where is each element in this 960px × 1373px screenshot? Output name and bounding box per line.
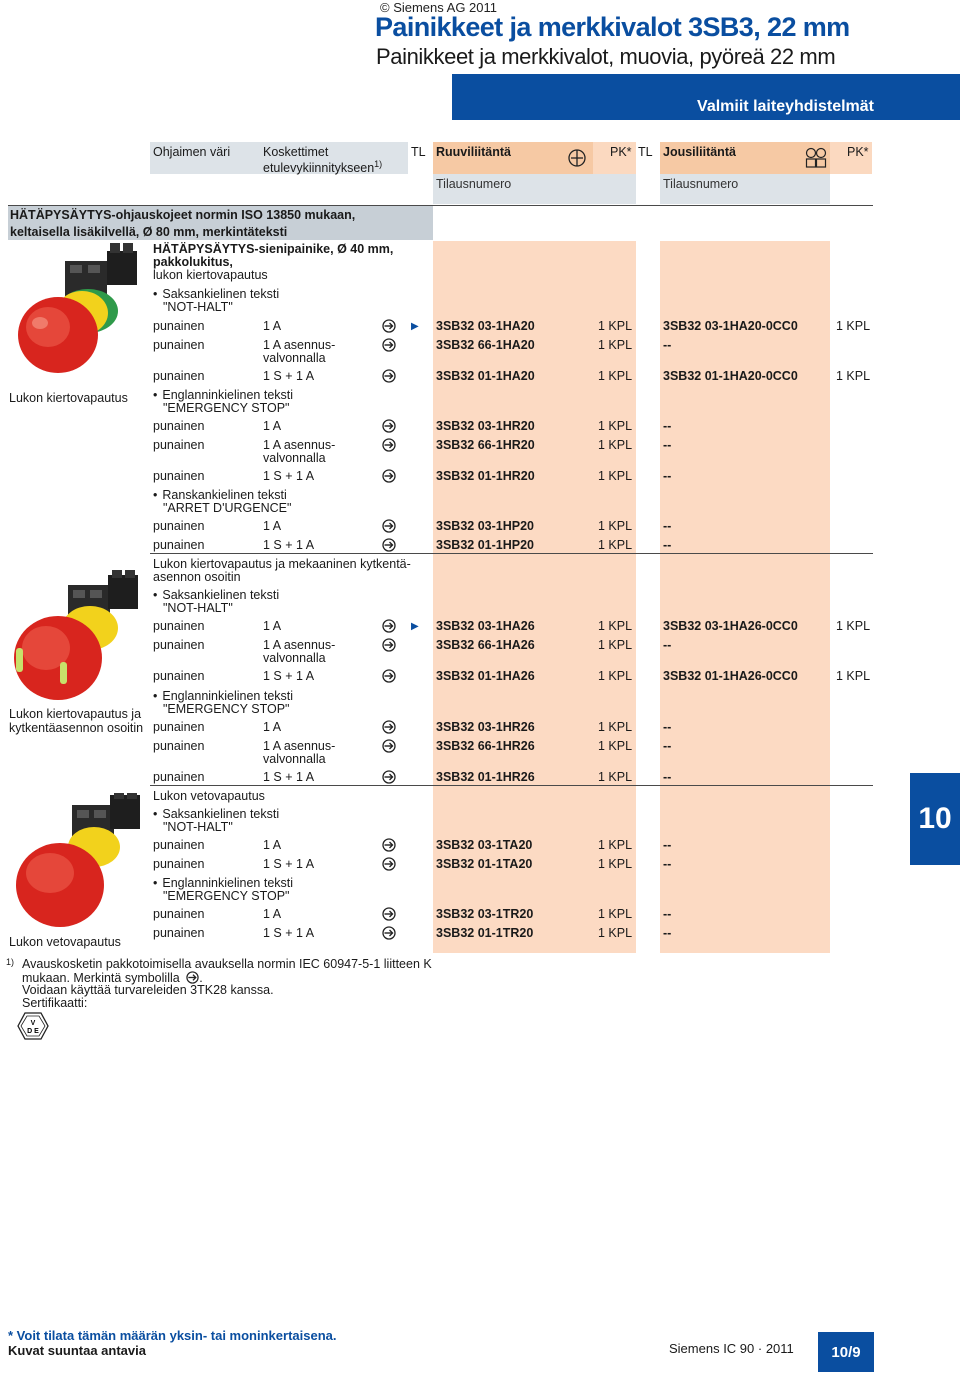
row-pack-size-screw: 1 KPL: [598, 857, 633, 871]
row-contacts: 1 A: [263, 720, 282, 734]
row-order-number-screw: 3SB32 03-1HA26: [436, 619, 535, 633]
row-pack-size-spring: 1 KPL: [836, 319, 871, 333]
row-order-number-screw: 3SB32 03-1HA20: [436, 319, 535, 333]
row-pack-size-screw: 1 KPL: [598, 338, 633, 352]
image2-caption-line2: kytkentäasennon osoitin: [9, 721, 144, 735]
row-order-number-spring: --: [663, 419, 672, 433]
copyright: © Siemens AG 2011: [380, 0, 498, 15]
bullet-german-1-quote: "NOT-HALT": [163, 300, 233, 314]
row-order-number-spring: --: [663, 720, 672, 734]
row-pack-size-screw: 1 KPL: [598, 838, 633, 852]
row-order-number-spring: --: [663, 926, 672, 940]
catalog-reference: Siemens IC 90 · 2011: [669, 1341, 794, 1356]
row-order-number-screw: 3SB32 01-1HR26: [436, 770, 535, 784]
category-band: [452, 74, 960, 120]
emergency-stop-button-image: [10, 243, 145, 373]
emergency-stop-button-image: [10, 793, 145, 933]
row-order-number-spring: --: [663, 838, 672, 852]
row-contacts-line2: valvonnalla: [263, 651, 326, 665]
row-contacts: 1 A: [263, 838, 282, 852]
bullet-english-2-quote: "EMERGENCY STOP": [163, 702, 290, 716]
row-color: punainen: [153, 638, 205, 652]
row-order-number-spring: --: [663, 469, 672, 483]
group1-title-line1: HÄTÄPYSÄYTYS-sienipainike, Ø 40 mm,: [153, 242, 394, 256]
positive-opening-symbol-icon: [382, 369, 396, 383]
positive-opening-symbol-icon: [382, 739, 396, 753]
row-order-number-screw: 3SB32 01-1HA26: [436, 669, 535, 683]
row-contacts: 1 A: [263, 907, 282, 921]
row-order-number-screw: 3SB32 66-1HA26: [436, 638, 535, 652]
image3-caption: Lukon vetovapautus: [9, 935, 121, 949]
bullet-french-1: • Ranskankielinen teksti: [153, 489, 287, 502]
row-order-number-screw: 3SB32 66-1HA20: [436, 338, 535, 352]
section-heading-line1: HÄTÄPYSÄYTYS-ohjauskojeet normin ISO 13850 mukaan,: [10, 208, 356, 222]
bullet-english-1-quote: "EMERGENCY STOP": [163, 401, 290, 415]
row-order-number-screw: 3SB32 66-1HR20: [436, 438, 535, 452]
col-header-contacts-line1: Koskettimet: [263, 145, 329, 159]
bullet-english-1: • Englanninkielinen teksti: [153, 389, 293, 402]
row-order-number-spring: --: [663, 338, 672, 352]
row-contacts: 1 A asennus-: [263, 638, 336, 652]
row-contacts: 1 A asennus-: [263, 438, 336, 452]
col-header-tl1: TL: [411, 145, 426, 159]
row-pack-size-screw: 1 KPL: [598, 669, 633, 683]
preferred-type-marker-icon: ▶: [411, 621, 419, 632]
positive-opening-symbol-icon: [382, 438, 396, 452]
footnote-marker: 1): [6, 957, 15, 967]
row-order-number-screw: 3SB32 03-1TA20: [436, 838, 533, 852]
row-order-number-spring: 3SB32 03-1HA26-0CC0: [663, 619, 798, 633]
row-contacts: 1 A asennus-: [263, 338, 336, 352]
col-header-footnote-ref: 1): [374, 159, 383, 170]
positive-opening-symbol-icon: [382, 538, 396, 552]
row-contacts: 1 S + 1 A: [263, 926, 315, 940]
positive-opening-symbol-icon: [382, 469, 396, 483]
footnote-line4: Sertifikaatti:: [22, 996, 88, 1010]
row-pack-size-spring: 1 KPL: [836, 619, 871, 633]
positive-opening-symbol-icon: [382, 669, 396, 683]
row-color: punainen: [153, 369, 205, 383]
col-header-screw: Ruuviliitäntä: [436, 145, 512, 159]
row-color: punainen: [153, 319, 205, 333]
row-contacts: 1 A: [263, 519, 282, 533]
row-pack-size-screw: 1 KPL: [598, 438, 633, 452]
row-pack-size-screw: 1 KPL: [598, 739, 633, 753]
row-order-number-spring: --: [663, 907, 672, 921]
row-color: punainen: [153, 739, 205, 753]
group1-title-line2: pakkolukitus,: [153, 255, 233, 269]
row-pack-size-screw: 1 KPL: [598, 369, 633, 383]
row-contacts: 1 A: [263, 419, 282, 433]
row-color: punainen: [153, 857, 205, 871]
row-pack-size-screw: 1 KPL: [598, 519, 633, 533]
row-pack-size-screw: 1 KPL: [598, 720, 633, 734]
group2-title-line2: asennon osoitin: [153, 570, 241, 584]
preferred-type-marker-icon: ▶: [411, 321, 419, 332]
positive-opening-symbol-icon: [382, 838, 396, 852]
row-order-number-screw: 3SB32 01-1HR20: [436, 469, 535, 483]
row-color: punainen: [153, 519, 205, 533]
group1-title-line3: lukon kiertovapautus: [153, 268, 268, 282]
vde-cert-icon: [17, 1012, 49, 1040]
bullet-english-3-quote: "EMERGENCY STOP": [163, 889, 290, 903]
row-pack-size-screw: 1 KPL: [598, 538, 633, 552]
group3-title: Lukon vetovapautus: [153, 789, 265, 803]
row-contacts: 1 S + 1 A: [263, 669, 315, 683]
row-order-number-spring: 3SB32 01-1HA26-0CC0: [663, 669, 798, 683]
row-order-number-spring: 3SB32 03-1HA20-0CC0: [663, 319, 798, 333]
positive-opening-symbol-icon: [382, 770, 396, 784]
positive-opening-symbol-icon: [382, 419, 396, 433]
row-color: punainen: [153, 469, 205, 483]
positive-opening-symbol-icon: [382, 638, 396, 652]
row-contacts: 1 S + 1 A: [263, 770, 315, 784]
row-pack-size-screw: 1 KPL: [598, 770, 633, 784]
row-color: punainen: [153, 419, 205, 433]
positive-opening-symbol-icon: [382, 338, 396, 352]
footnote-line1: Avauskosketin pakkotoimisella avauksella normin IEC 60947-5-1 liitteen K: [22, 957, 432, 971]
image1-caption: Lukon kiertovapautus: [9, 391, 128, 405]
row-color: punainen: [153, 907, 205, 921]
group-divider-2: [150, 785, 873, 786]
col-header-order1: Tilausnumero: [436, 177, 512, 191]
positive-opening-symbol-icon: [382, 720, 396, 734]
row-order-number-screw: 3SB32 03-1HR26: [436, 720, 535, 734]
row-pack-size-screw: 1 KPL: [598, 469, 633, 483]
image2-caption-line1: Lukon kiertovapautus ja: [9, 707, 142, 721]
row-contacts: 1 A: [263, 619, 282, 633]
row-order-number-spring: --: [663, 770, 672, 784]
screw-terminal-icon: [567, 148, 587, 168]
row-order-number-screw: 3SB32 01-1HP20: [436, 538, 534, 552]
category-band-label: Valmiit laiteyhdistelmät: [697, 98, 874, 115]
order-column-spring: [660, 241, 830, 953]
positive-opening-symbol-icon: [382, 907, 396, 921]
positive-opening-symbol-icon: [382, 926, 396, 940]
group-divider-1: [150, 553, 873, 554]
positive-opening-symbol-icon: [382, 319, 396, 333]
col-header-order2: Tilausnumero: [663, 177, 739, 191]
footer-note: [8, 1328, 336, 1358]
positive-opening-symbol-icon: [382, 857, 396, 871]
row-pack-size-spring: 1 KPL: [836, 669, 871, 683]
row-color: punainen: [153, 770, 205, 784]
row-color: punainen: [153, 669, 205, 683]
row-pack-size-spring: 1 KPL: [836, 369, 871, 383]
row-color: punainen: [153, 538, 205, 552]
svg-text:V: V: [30, 1020, 36, 1027]
row-order-number-screw: 3SB32 66-1HR26: [436, 739, 535, 753]
row-contacts-line2: valvonnalla: [263, 752, 326, 766]
row-order-number-spring: --: [663, 538, 672, 552]
bullet-english-3: • Englanninkielinen teksti: [153, 877, 293, 890]
chapter-tab: 10: [910, 773, 960, 865]
col-header-contacts: [263, 145, 382, 176]
svg-text:D E: D E: [27, 1028, 39, 1035]
row-order-number-screw: 3SB32 03-1HR20: [436, 419, 535, 433]
row-color: punainen: [153, 926, 205, 940]
row-order-number-spring: --: [663, 638, 672, 652]
col-header-tl2: TL: [638, 145, 653, 159]
bullet-german-2-quote: "NOT-HALT": [163, 601, 233, 615]
footer-note-line2: Kuvat suuntaa antavia: [8, 1343, 146, 1358]
row-pack-size-screw: 1 KPL: [598, 419, 633, 433]
row-order-number-spring: --: [663, 519, 672, 533]
row-contacts: 1 S + 1 A: [263, 369, 315, 383]
footer-note-line1: * Voit tilata tämän määrän yksin- tai moninkertaisena.: [8, 1328, 337, 1343]
row-color: punainen: [153, 619, 205, 633]
row-order-number-spring: --: [663, 857, 672, 871]
row-order-number-screw: 3SB32 01-1TA20: [436, 857, 533, 871]
row-order-number-spring: --: [663, 739, 672, 753]
row-contacts: 1 S + 1 A: [263, 538, 315, 552]
row-pack-size-screw: 1 KPL: [598, 638, 633, 652]
positive-opening-symbol-icon: [382, 619, 396, 633]
table-rule-top: [8, 205, 873, 206]
footnote-line3: Voidaan käyttää turvareleiden 3TK28 kanssa.: [22, 983, 274, 997]
col-header-pk2: PK*: [847, 145, 869, 159]
row-pack-size-screw: 1 KPL: [598, 619, 633, 633]
row-color: punainen: [153, 838, 205, 852]
footnote-line2-text: mukaan. Merkintä symbolilla: [22, 971, 180, 985]
row-pack-size-screw: 1 KPL: [598, 907, 633, 921]
bullet-german-3: • Saksankielinen teksti: [153, 808, 279, 821]
bullet-english-2: • Englanninkielinen teksti: [153, 690, 293, 703]
row-contacts: 1 S + 1 A: [263, 857, 315, 871]
page-title: Painikkeet ja merkkivalot 3SB3, 22 mm: [375, 12, 850, 42]
row-order-number-screw: 3SB32 03-1TR20: [436, 907, 534, 921]
group2-title-line1: Lukon kiertovapautus ja mekaaninen kytkentä-: [153, 557, 411, 571]
col-header-color: Ohjaimen väri: [153, 145, 231, 159]
bullet-german-2: • Saksankielinen teksti: [153, 589, 279, 602]
positive-opening-symbol-icon: [382, 519, 396, 533]
spring-terminal-icon: [805, 147, 827, 169]
row-contacts: 1 A asennus-: [263, 739, 336, 753]
col-header-contacts-line2: etulevykiinnitykseen: [263, 161, 375, 176]
row-contacts-line2: valvonnalla: [263, 451, 326, 465]
row-order-number-screw: 3SB32 01-1TR20: [436, 926, 534, 940]
col-header-pk1: PK*: [610, 145, 632, 159]
row-order-number-screw: 3SB32 01-1HA20: [436, 369, 535, 383]
bullet-german-1: • Saksankielinen teksti: [153, 288, 279, 301]
page-number: 10/9: [818, 1332, 874, 1372]
col-header-spring: Jousiliitäntä: [663, 145, 736, 159]
row-contacts-line2: valvonnalla: [263, 351, 326, 365]
row-order-number-screw: 3SB32 03-1HP20: [436, 519, 534, 533]
footnote-line2-end: .: [199, 971, 203, 985]
bullet-german-3-quote: "NOT-HALT": [163, 820, 233, 834]
page-subtitle: Painikkeet ja merkkivalot, muovia, pyöreä 22 mm: [376, 44, 836, 69]
section-heading: [8, 206, 433, 240]
row-color: punainen: [153, 720, 205, 734]
row-color: punainen: [153, 438, 205, 452]
row-contacts: 1 S + 1 A: [263, 469, 315, 483]
row-order-number-spring: 3SB32 01-1HA20-0CC0: [663, 369, 798, 383]
bullet-french-1-quote: "ARRET D'URGENCE": [163, 501, 292, 515]
row-order-number-spring: --: [663, 438, 672, 452]
row-pack-size-screw: 1 KPL: [598, 319, 633, 333]
emergency-stop-button-image: [8, 570, 143, 705]
row-contacts: 1 A: [263, 319, 282, 333]
row-pack-size-screw: 1 KPL: [598, 926, 633, 940]
section-heading-line2: keltaisella lisäkilvellä, Ø 80 mm, merkintäteksti: [10, 225, 288, 239]
row-color: punainen: [153, 338, 205, 352]
